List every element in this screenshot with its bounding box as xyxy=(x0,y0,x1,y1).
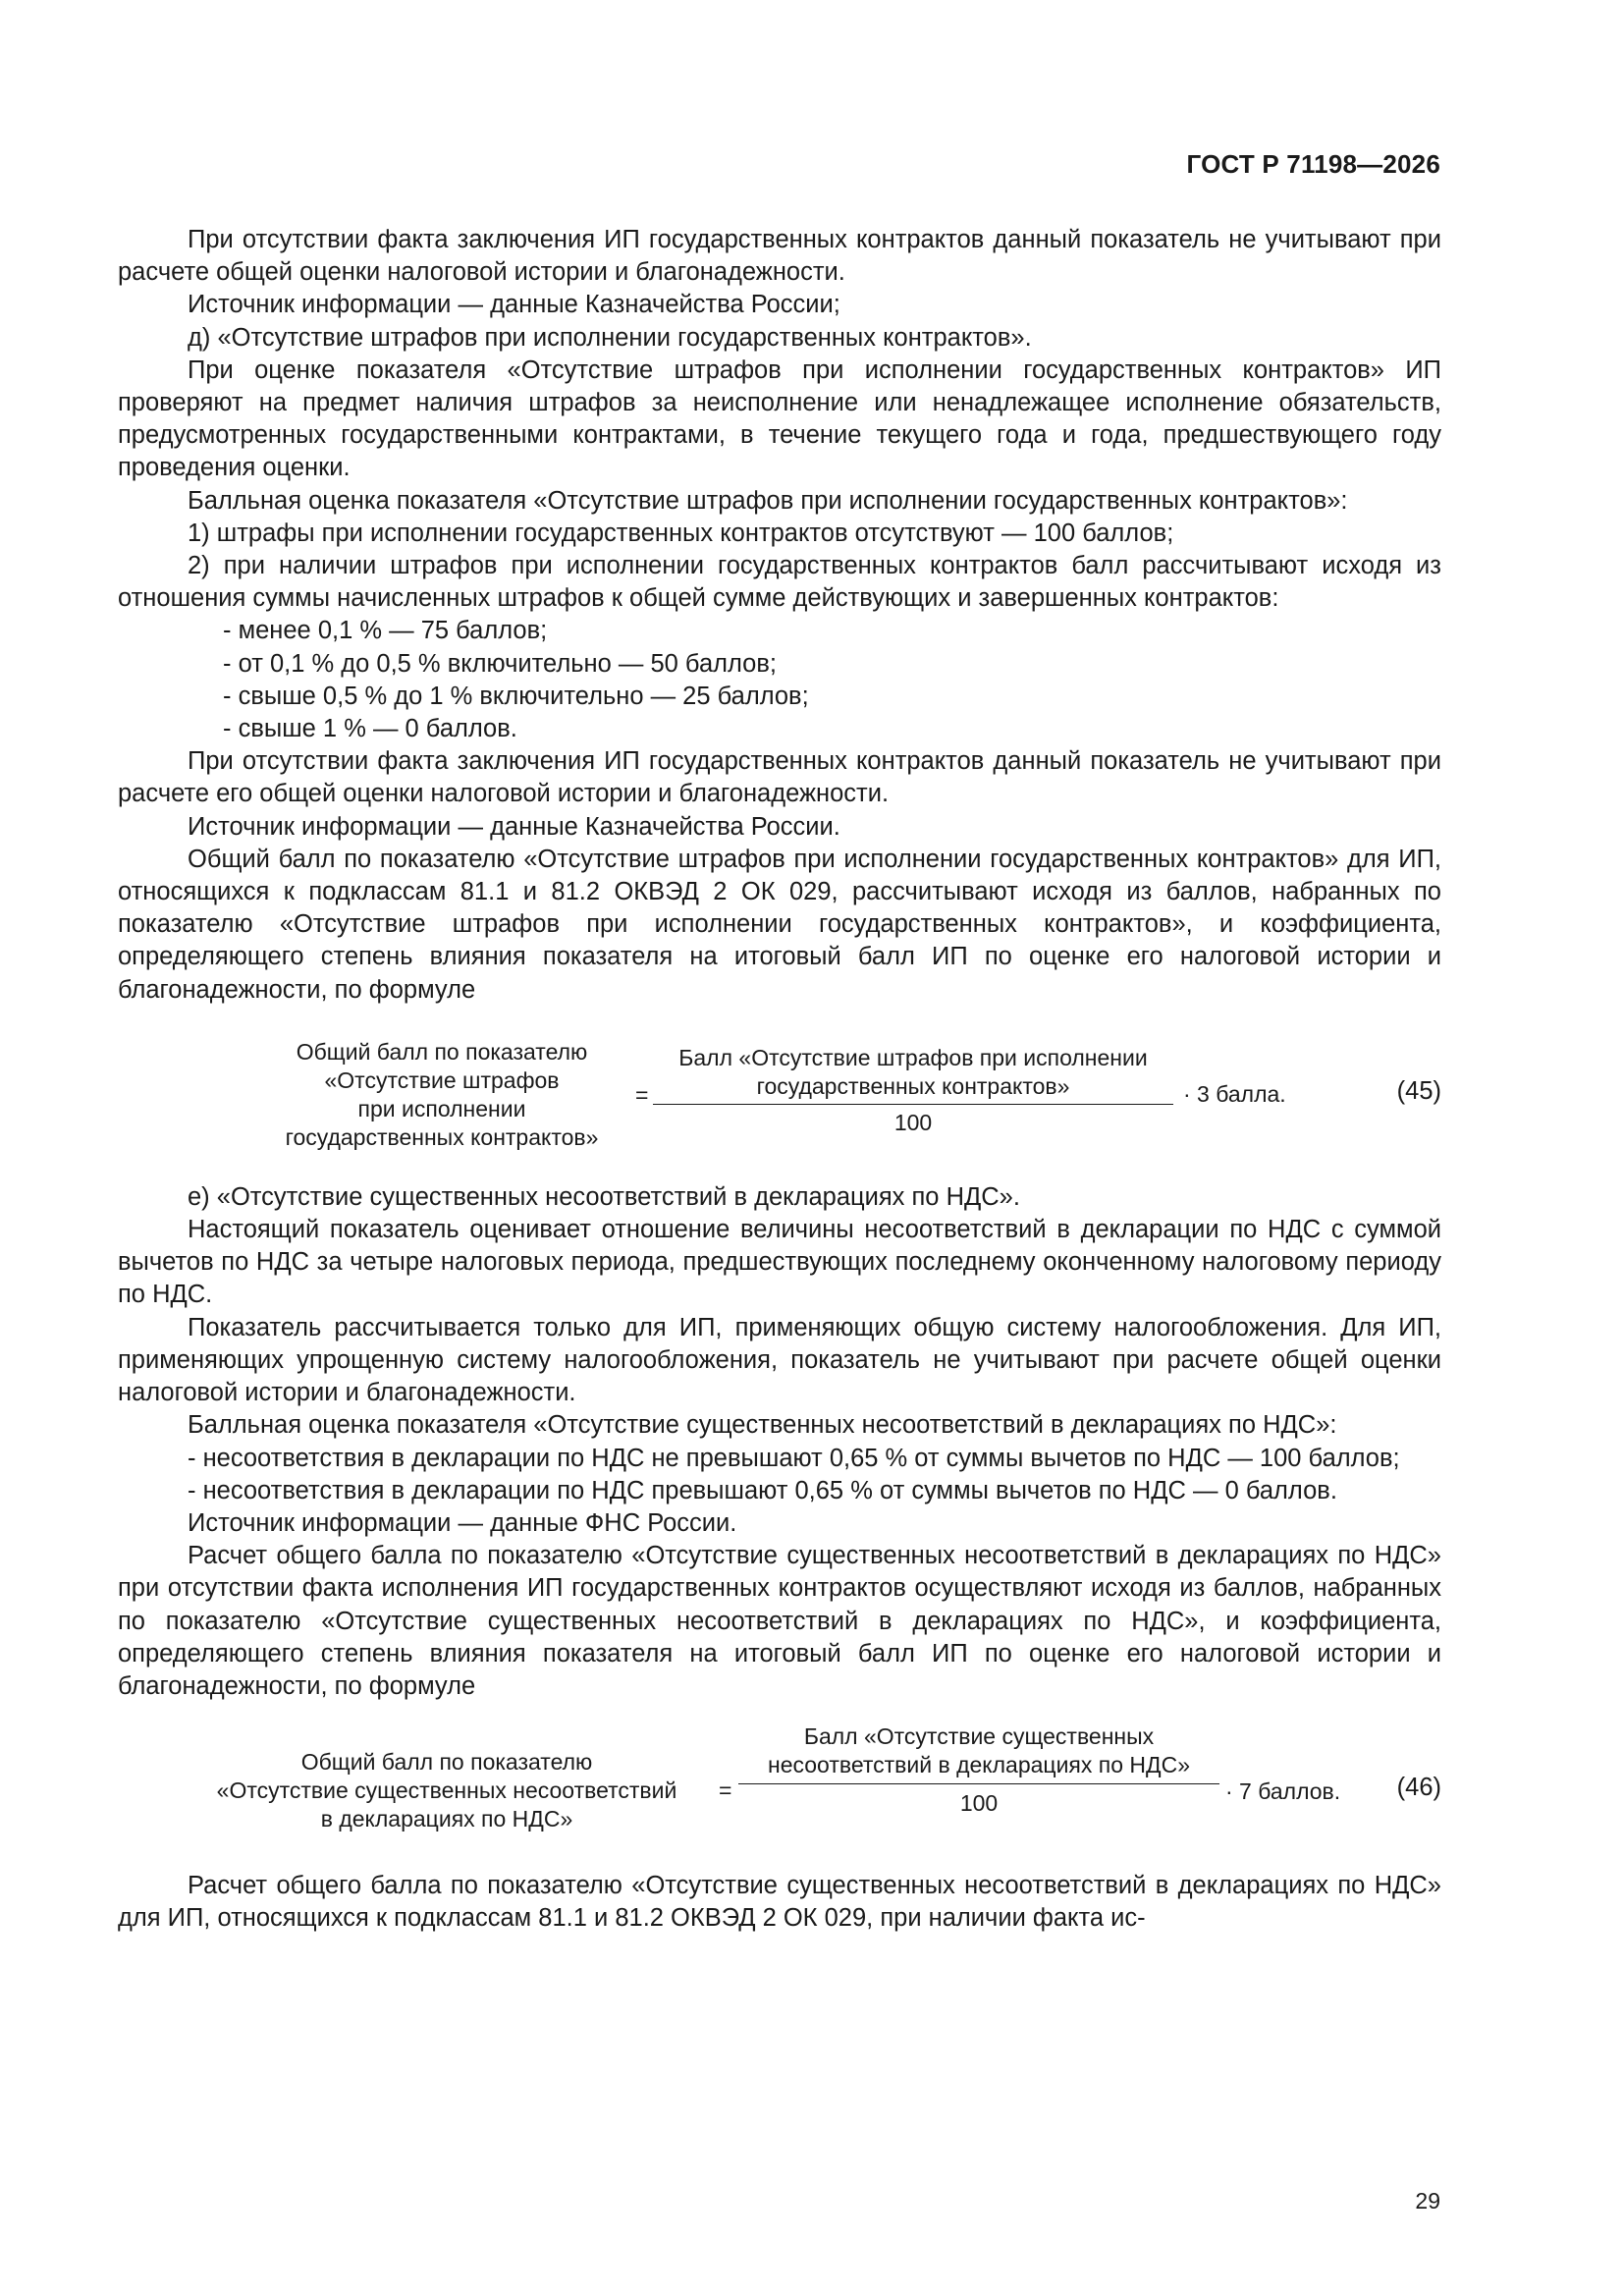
paragraph: Источник информации — данные Казначейства России; xyxy=(188,291,840,319)
list-item-numbered: 2) при наличии штрафов при исполнении государственных контрактов балл рассчитывают исходя из отношения суммы начисленных штрафов к общей сумме действующих и завершенных контрактов: xyxy=(118,552,1441,613)
paragraph: Настоящий показатель оценивает отношение величины несоответствий в декларации по НДС с суммой вычетов по НДС за четыре налоговых периода, предшествующих последнему оконченному налоговому периоду по НДС. xyxy=(118,1216,1441,1309)
paragraph: Общий балл по показателю «Отсутствие штрафов при исполнении государственных контрактов» для ИП, относящихся к подклассам 81.1 и 81.2 ОКВЭД 2 ОК 029, рассчитывают исходя из баллов, набранных по показателю «Отсутствие штрафов при исполнении государственных контрактов», и коэффициента, определяющего степень влияния показателя на итоговый балл ИП по оценке его налоговой истории и благонадежности, по формуле xyxy=(118,845,1441,1004)
formula-number: (45) xyxy=(1396,1076,1441,1105)
standard-header: ГОСТ Р 71198—2026 xyxy=(1186,149,1440,179)
list-item: - от 0,1 % до 0,5 % включительно — 50 баллов; xyxy=(118,648,1441,681)
formula-denominator: 100 xyxy=(959,1790,999,1817)
formula-denominator: 100 xyxy=(893,1109,933,1135)
paragraph: Балльная оценка показателя «Отсутствие существенных несоответствий в декларациях по НДС»: xyxy=(188,1411,1337,1440)
list-item: - несоответствия в декларации по НДС не превышают 0,65 % от суммы вычетов по НДС — 100 баллов; xyxy=(118,1443,1441,1475)
paragraph: Источник информации — данные ФНС России. xyxy=(188,1508,737,1537)
fraction-bar xyxy=(738,1783,1219,1784)
list-item: - свыше 0,5 % до 1 % включительно — 25 баллов; xyxy=(118,681,1441,713)
penalty-list xyxy=(118,615,1441,745)
formula-equals: = xyxy=(719,1777,732,1804)
paragraph: Расчет общего балла по показателю «Отсутствие существенных несоответствий в декларациях по НДС» при отсутствии факта исполнения ИП государственных контрактов осуществляют исходя из баллов, набранных по показателю «Отсутствие существенных несоответствий в декларациях по НДС», и коэффициента, определяющего степень влияния показателя на итоговый балл ИП по оценке его налоговой истории и благонадежности, по формуле xyxy=(118,1542,1441,1700)
formula-number: (46) xyxy=(1396,1774,1441,1802)
formula-46 xyxy=(118,1713,1441,1870)
formula-lhs: Общий балл по показателю «Отсутствие существенных несоответствий в декларациях по НДС» xyxy=(216,1749,677,1832)
formula-lhs: Общий балл по показателю «Отсутствие штрафов при исполнении государственных контрактов» xyxy=(285,1038,599,1150)
paragraph: е) «Отсутствие существенных несоответствий в декларациях по НДС». xyxy=(188,1182,1020,1211)
paragraph: При оценке показателя «Отсутствие штрафов при исполнении государственных контрактов» ИП проверяют на предмет наличия штрафов за неисполнение или ненадлежащее исполнение обязательств, предусмотренных государственными контрактами, в течение текущего года и года, предшествующего году проведения оценки. xyxy=(118,355,1441,482)
list-item: - несоответствия в декларации по НДС превышают 0,65 % от суммы вычетов по НДС — 0 баллов. xyxy=(118,1475,1441,1507)
paragraph: Показатель рассчитывается только для ИП, применяющих общую систему налогообложения. Для ИП, применяющих упрощенную систему налогообложения, показатель не учитывают при расчете общей оценки налоговой истории и благонадежности. xyxy=(118,1313,1441,1407)
list-item-numbered: 1) штрафы при исполнении государственных контрактов отсутствуют — 100 баллов; xyxy=(188,519,1174,547)
paragraph: При отсутствии факта заключения ИП государственных контрактов данный показатель не учитывают при расчете его общей оценки налоговой истории и благонадежности. xyxy=(118,747,1441,808)
paragraph: При отсутствии факта заключения ИП государственных контрактов данный показатель не учитывают при расчете общей оценки налоговой истории и благонадежности. xyxy=(118,226,1441,287)
fraction-bar xyxy=(653,1104,1173,1105)
formula-45 xyxy=(118,1018,1441,1177)
paragraph: Балльная оценка показателя «Отсутствие штрафов при исполнении государственных контрактов»: xyxy=(188,486,1348,515)
formula-multiplier: · 7 баллов. xyxy=(1225,1778,1341,1805)
formula-equals: = xyxy=(635,1081,649,1108)
paragraph: д) «Отсутствие штрафов при исполнении государственных контрактов». xyxy=(188,323,1032,352)
paragraph: Расчет общего балла по показателю «Отсутствие существенных несоответствий в декларациях по НДС» для ИП, относящихся к подклассам 81.1 и 81.2 ОКВЭД 2 ОК 029, при наличии факта ис- xyxy=(118,1872,1441,1933)
formula-numerator: Балл «Отсутствие штрафов при исполнении государственных контрактов» xyxy=(678,1044,1148,1099)
document-body xyxy=(118,224,1441,1936)
list-item: - менее 0,1 % — 75 баллов; xyxy=(118,615,1441,647)
formula-multiplier: · 3 балла. xyxy=(1183,1080,1286,1107)
list-item: - свыше 1 % — 0 баллов. xyxy=(118,713,1441,745)
page-number: 29 xyxy=(1415,2188,1440,2214)
formula-numerator: Балл «Отсутствие существенных несоответствий в декларациях по НДС» xyxy=(768,1723,1190,1778)
paragraph: Источник информации — данные Казначейства России. xyxy=(188,812,840,841)
